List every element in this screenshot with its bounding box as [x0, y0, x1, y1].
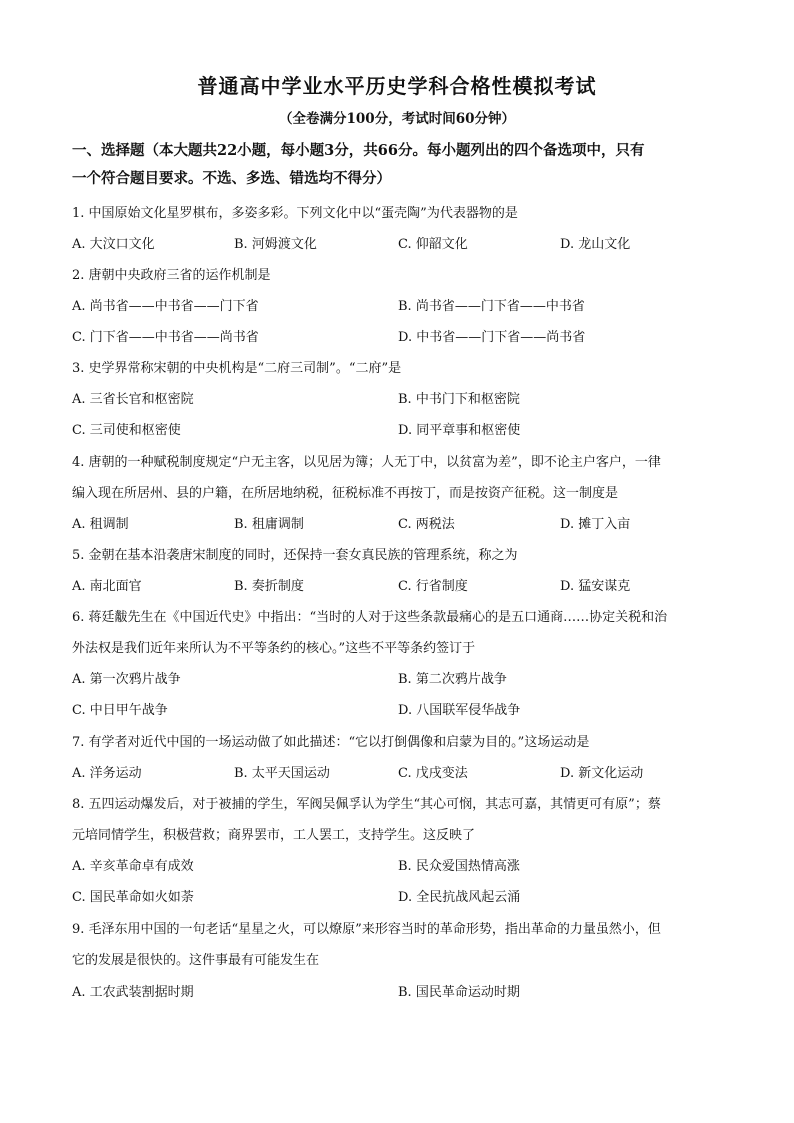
question-6-options-row-1: [72, 664, 724, 695]
question-1-stem: 1. 中国原始文化星罗棋布，多姿多彩。下列文化中以“蛋壳陶”为代表器物的是: [72, 206, 518, 221]
option-a: A. 工农武装割据时期: [72, 985, 194, 1000]
question-6-options-row-2: [72, 695, 724, 726]
question-3-stem: 3. 史学界常称宋朝的中央机构是“二府三司制”。“二府”是: [72, 361, 402, 376]
option-a: A. 大汶口文化: [72, 237, 155, 252]
option-a: A. 南北面官: [72, 579, 142, 594]
option-d: D. 摊丁入亩: [560, 517, 631, 532]
option-c: C. 行省制度: [398, 579, 468, 594]
question-4-stem-line-2: 编入现在所居州、县的户籍，在所居地纳税，征税标准不再按丁，而是按资产征税。这一制度是: [72, 486, 619, 501]
question-2-stem: 2. 唐朝中央政府三省的运作机制是: [72, 268, 271, 283]
section-line-1: 一、选择题（本大题共22小题，每小题3分，共66分。每小题列出的四个备选项中，只有: [72, 142, 645, 159]
option-d: D. 八国联军侵华战争: [398, 703, 521, 718]
question-3-options-row-1: [72, 384, 724, 415]
option-c: C. 门下省——中书省——尚书省: [72, 330, 259, 345]
option-d: D. 全民抗战风起云涌: [398, 890, 521, 905]
question-7-options: [72, 758, 724, 789]
question-6-stem-line-2: 外法权是我们近年来所认为不平等条约的核心。”这些不平等条约签订于: [72, 641, 476, 656]
question-5-options: [72, 571, 724, 602]
section-line-2: 一个符合题目要求。不选、多选、错选均不得分）: [72, 170, 391, 187]
question-5-stem: 5. 金朝在基本沿袭唐宋制度的同时，还保持一套女真民族的管理系统，称之为: [72, 548, 518, 563]
question-9-stem-line-1: 9. 毛泽东用中国的一句老话“星星之火，可以燎原”来形容当时的革命形势，指出革命的力量虽然小，但: [72, 922, 661, 937]
option-c: C. 国民革命如火如荼: [72, 890, 194, 905]
question-3-options-row-2: [72, 415, 724, 446]
question-9-options-row-1: [72, 977, 724, 1008]
option-a: A. 第一次鸦片战争: [72, 672, 181, 687]
question-4-stem-line-1: 4. 唐朝的一种赋税制度规定“户无主客，以见居为簿；人无丁中，以贫富为差”，即不论主户客户，一律: [72, 455, 661, 470]
option-b: B. 租庸调制: [234, 517, 304, 532]
option-c: C. 中日甲午战争: [72, 703, 168, 718]
question-4-options: [72, 509, 724, 540]
exam-info: （全卷满分100分，考试时间60分钟）: [279, 111, 515, 127]
option-d: D. 猛安谋克: [560, 579, 631, 594]
option-b: B. 奏折制度: [234, 579, 304, 594]
option-b: B. 国民革命运动时期: [398, 985, 520, 1000]
option-a: A. 三省长官和枢密院: [72, 392, 194, 407]
question-1-options: [72, 229, 724, 260]
option-a: A. 洋务运动: [72, 766, 142, 781]
page-title: 普通高中学业水平历史学科合格性模拟考试: [197, 74, 597, 98]
option-c: C. 戊戌变法: [398, 766, 468, 781]
option-b: B. 尚书省——门下省——中书省: [398, 299, 585, 314]
question-8-stem-line-2: 元培同情学生，积极营救；商界罢市，工人罢工，支持学生。这反映了: [72, 828, 476, 843]
question-6-stem-line-1: 6. 蒋廷黻先生在《中国近代史》中指出：“当时的人对于这些条款最痛心的是五口通商……协定关税和治: [72, 610, 668, 625]
option-d: D. 龙山文化: [560, 237, 631, 252]
option-d: D. 中书省——门下省——尚书省: [398, 330, 586, 345]
section-instructions: [72, 137, 732, 193]
option-c: C. 两税法: [398, 517, 455, 532]
question-2-options-row-1: [72, 291, 724, 322]
option-c: C. 三司使和枢密使: [72, 423, 181, 438]
option-d: D. 新文化运动: [560, 766, 644, 781]
option-b: B. 太平天国运动: [234, 766, 330, 781]
option-d: D. 同平章事和枢密使: [398, 423, 521, 438]
option-b: B. 河姆渡文化: [234, 237, 317, 252]
option-b: B. 中书门下和枢密院: [398, 392, 520, 407]
question-8-options-row-1: [72, 851, 724, 882]
question-7-stem: 7. 有学者对近代中国的一场运动做了如此描述：“它以打倒偶像和启蒙为目的。”这场运动是: [72, 735, 590, 750]
option-b: B. 第二次鸦片战争: [398, 672, 507, 687]
option-b: B. 民众爱国热情高涨: [398, 859, 520, 874]
option-a: A. 租调制: [72, 517, 129, 532]
option-a: A. 尚书省——中书省——门下省: [72, 299, 259, 314]
option-c: C. 仰韶文化: [398, 237, 468, 252]
question-9-stem-line-2: 它的发展是很快的。这件事最有可能发生在: [72, 953, 320, 968]
question-8-stem-line-1: 8. 五四运动爆发后，对于被捕的学生，军阀吴佩孚认为学生“其心可悯，其志可嘉，其情更可有原”；蔡: [72, 797, 661, 812]
question-2-options-row-2: [72, 322, 724, 353]
option-a: A. 辛亥革命卓有成效: [72, 859, 194, 874]
question-8-options-row-2: [72, 882, 724, 913]
